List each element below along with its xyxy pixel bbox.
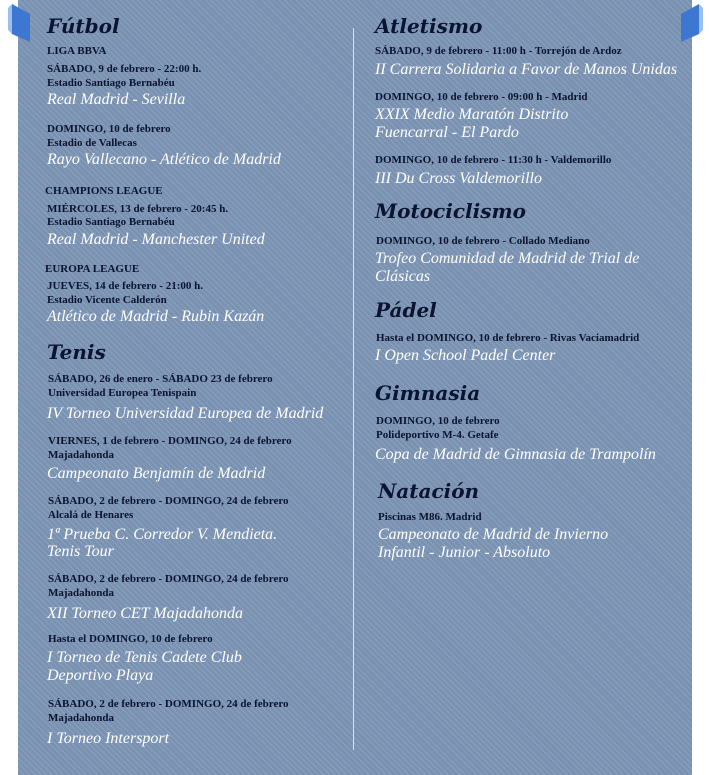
event-date: Hasta el DOMINGO, 10 de febrero: [48, 633, 213, 645]
event-date: Hasta el DOMINGO, 10 de febrero - Rivas Vaciamadrid: [376, 332, 640, 344]
event-venue: Majadahonda: [48, 712, 115, 724]
event-date: SÁBADO, 2 de febrero - DOMINGO, 24 de febrero: [48, 495, 289, 507]
event-date: DOMINGO, 10 de febrero: [47, 123, 171, 135]
event-title: Real Madrid - Sevilla: [47, 91, 186, 108]
event-title: XII Torneo CET Majadahonda: [47, 605, 244, 622]
corner-ribbon-right: [681, 4, 703, 42]
event-title: Infantil - Junior - Absoluto: [378, 544, 551, 561]
event-date: SÁBADO, 2 de febrero - DOMINGO, 24 de febrero: [48, 573, 289, 585]
event-venue: Alcalá de Henares: [48, 509, 134, 521]
event-title: Rayo Vallecano - Atlético de Madrid: [47, 151, 281, 168]
event-title: Copa de Madrid de Gimnasia de Trampolín: [375, 446, 656, 463]
competition-label: CHAMPIONS LEAGUE: [45, 185, 163, 197]
event-date: DOMINGO, 10 de febrero - 09:00 h - Madrid: [375, 91, 588, 103]
event-date: DOMINGO, 10 de febrero - Collado Mediano: [376, 235, 590, 247]
event-title: Atlético de Madrid - Rubin Kazán: [47, 308, 265, 325]
event-title: Fuencarral - El Pardo: [375, 124, 519, 141]
competition-label: LIGA BBVA: [47, 45, 107, 57]
section-title-atletismo: Atletismo: [375, 14, 483, 38]
event-date: DOMINGO, 10 de febrero: [376, 415, 500, 427]
section-title-tenis: Tenis: [47, 340, 106, 364]
event-date: SÁBADO, 26 de enero - SÁBADO 23 de febrero: [48, 373, 273, 385]
section-title-gimnasia: Gimnasia: [375, 381, 481, 405]
event-date: SÁBADO, 2 de febrero - DOMINGO, 24 de febrero: [48, 698, 289, 710]
event-date: VIERNES, 1 de febrero - DOMINGO, 24 de febrero: [48, 435, 292, 447]
event-title: Real Madrid - Manchester United: [47, 231, 265, 248]
event-date: MIÉRCOLES, 13 de febrero - 20:45 h.: [47, 203, 229, 215]
event-date: DOMINGO, 10 de febrero - 11:30 h - Valdemorillo: [375, 154, 612, 166]
section-title-natacion: Natación: [378, 479, 480, 503]
event-venue: Majadahonda: [48, 587, 115, 599]
event-title: 1ª Prueba C. Corredor V. Mendieta.: [47, 526, 278, 543]
event-date: SÁBADO, 9 de febrero - 22:00 h.: [47, 63, 202, 75]
section-title-futbol: Fútbol: [47, 14, 120, 38]
event-title: Clásicas: [375, 268, 431, 285]
event-venue: Universidad Europea Tenispain: [48, 387, 197, 399]
event-venue: Estadio Vicente Calderón: [47, 294, 167, 306]
event-venue: Estadio Santiago Bernabéu: [47, 77, 175, 89]
event-venue: Estadio de Vallecas: [47, 137, 137, 149]
column-divider: [353, 28, 354, 750]
event-venue: Piscinas M86. Madrid: [378, 511, 482, 523]
event-title: III Du Cross Valdemorillo: [375, 170, 542, 187]
event-title: I Open School Padel Center: [375, 347, 556, 364]
event-title: I Torneo Intersport: [47, 730, 170, 747]
competition-label: EUROPA LEAGUE: [45, 263, 140, 275]
event-venue: Polideportivo M-4. Getafe: [376, 429, 499, 441]
event-title: IV Torneo Universidad Europea de Madrid: [47, 405, 324, 422]
event-date: JUEVES, 14 de febrero - 21:00 h.: [47, 280, 204, 292]
event-venue: Majadahonda: [48, 449, 115, 461]
section-title-motociclismo: Motociclismo: [375, 199, 526, 223]
corner-ribbon-left: [8, 4, 30, 42]
event-date: SÁBADO, 9 de febrero - 11:00 h - Torrejón de Ardoz: [375, 45, 622, 57]
event-title: II Carrera Solidaria a Favor de Manos Unidas: [375, 61, 678, 78]
event-title: I Torneo de Tenis Cadete Club: [47, 649, 242, 666]
event-title: Campeonato de Madrid de Invierno: [378, 526, 609, 543]
event-title: Tenis Tour: [47, 543, 114, 560]
event-title: Trofeo Comunidad de Madrid de Trial de: [375, 250, 640, 267]
section-title-padel: Pádel: [375, 298, 437, 322]
event-title: Campeonato Benjamín de Madrid: [47, 465, 266, 482]
event-title: Deportivo Playa: [47, 667, 154, 684]
event-title: XXIX Medio Maratón Distrito: [375, 106, 569, 123]
event-venue: Estadio Santiago Bernabéu: [47, 216, 175, 228]
